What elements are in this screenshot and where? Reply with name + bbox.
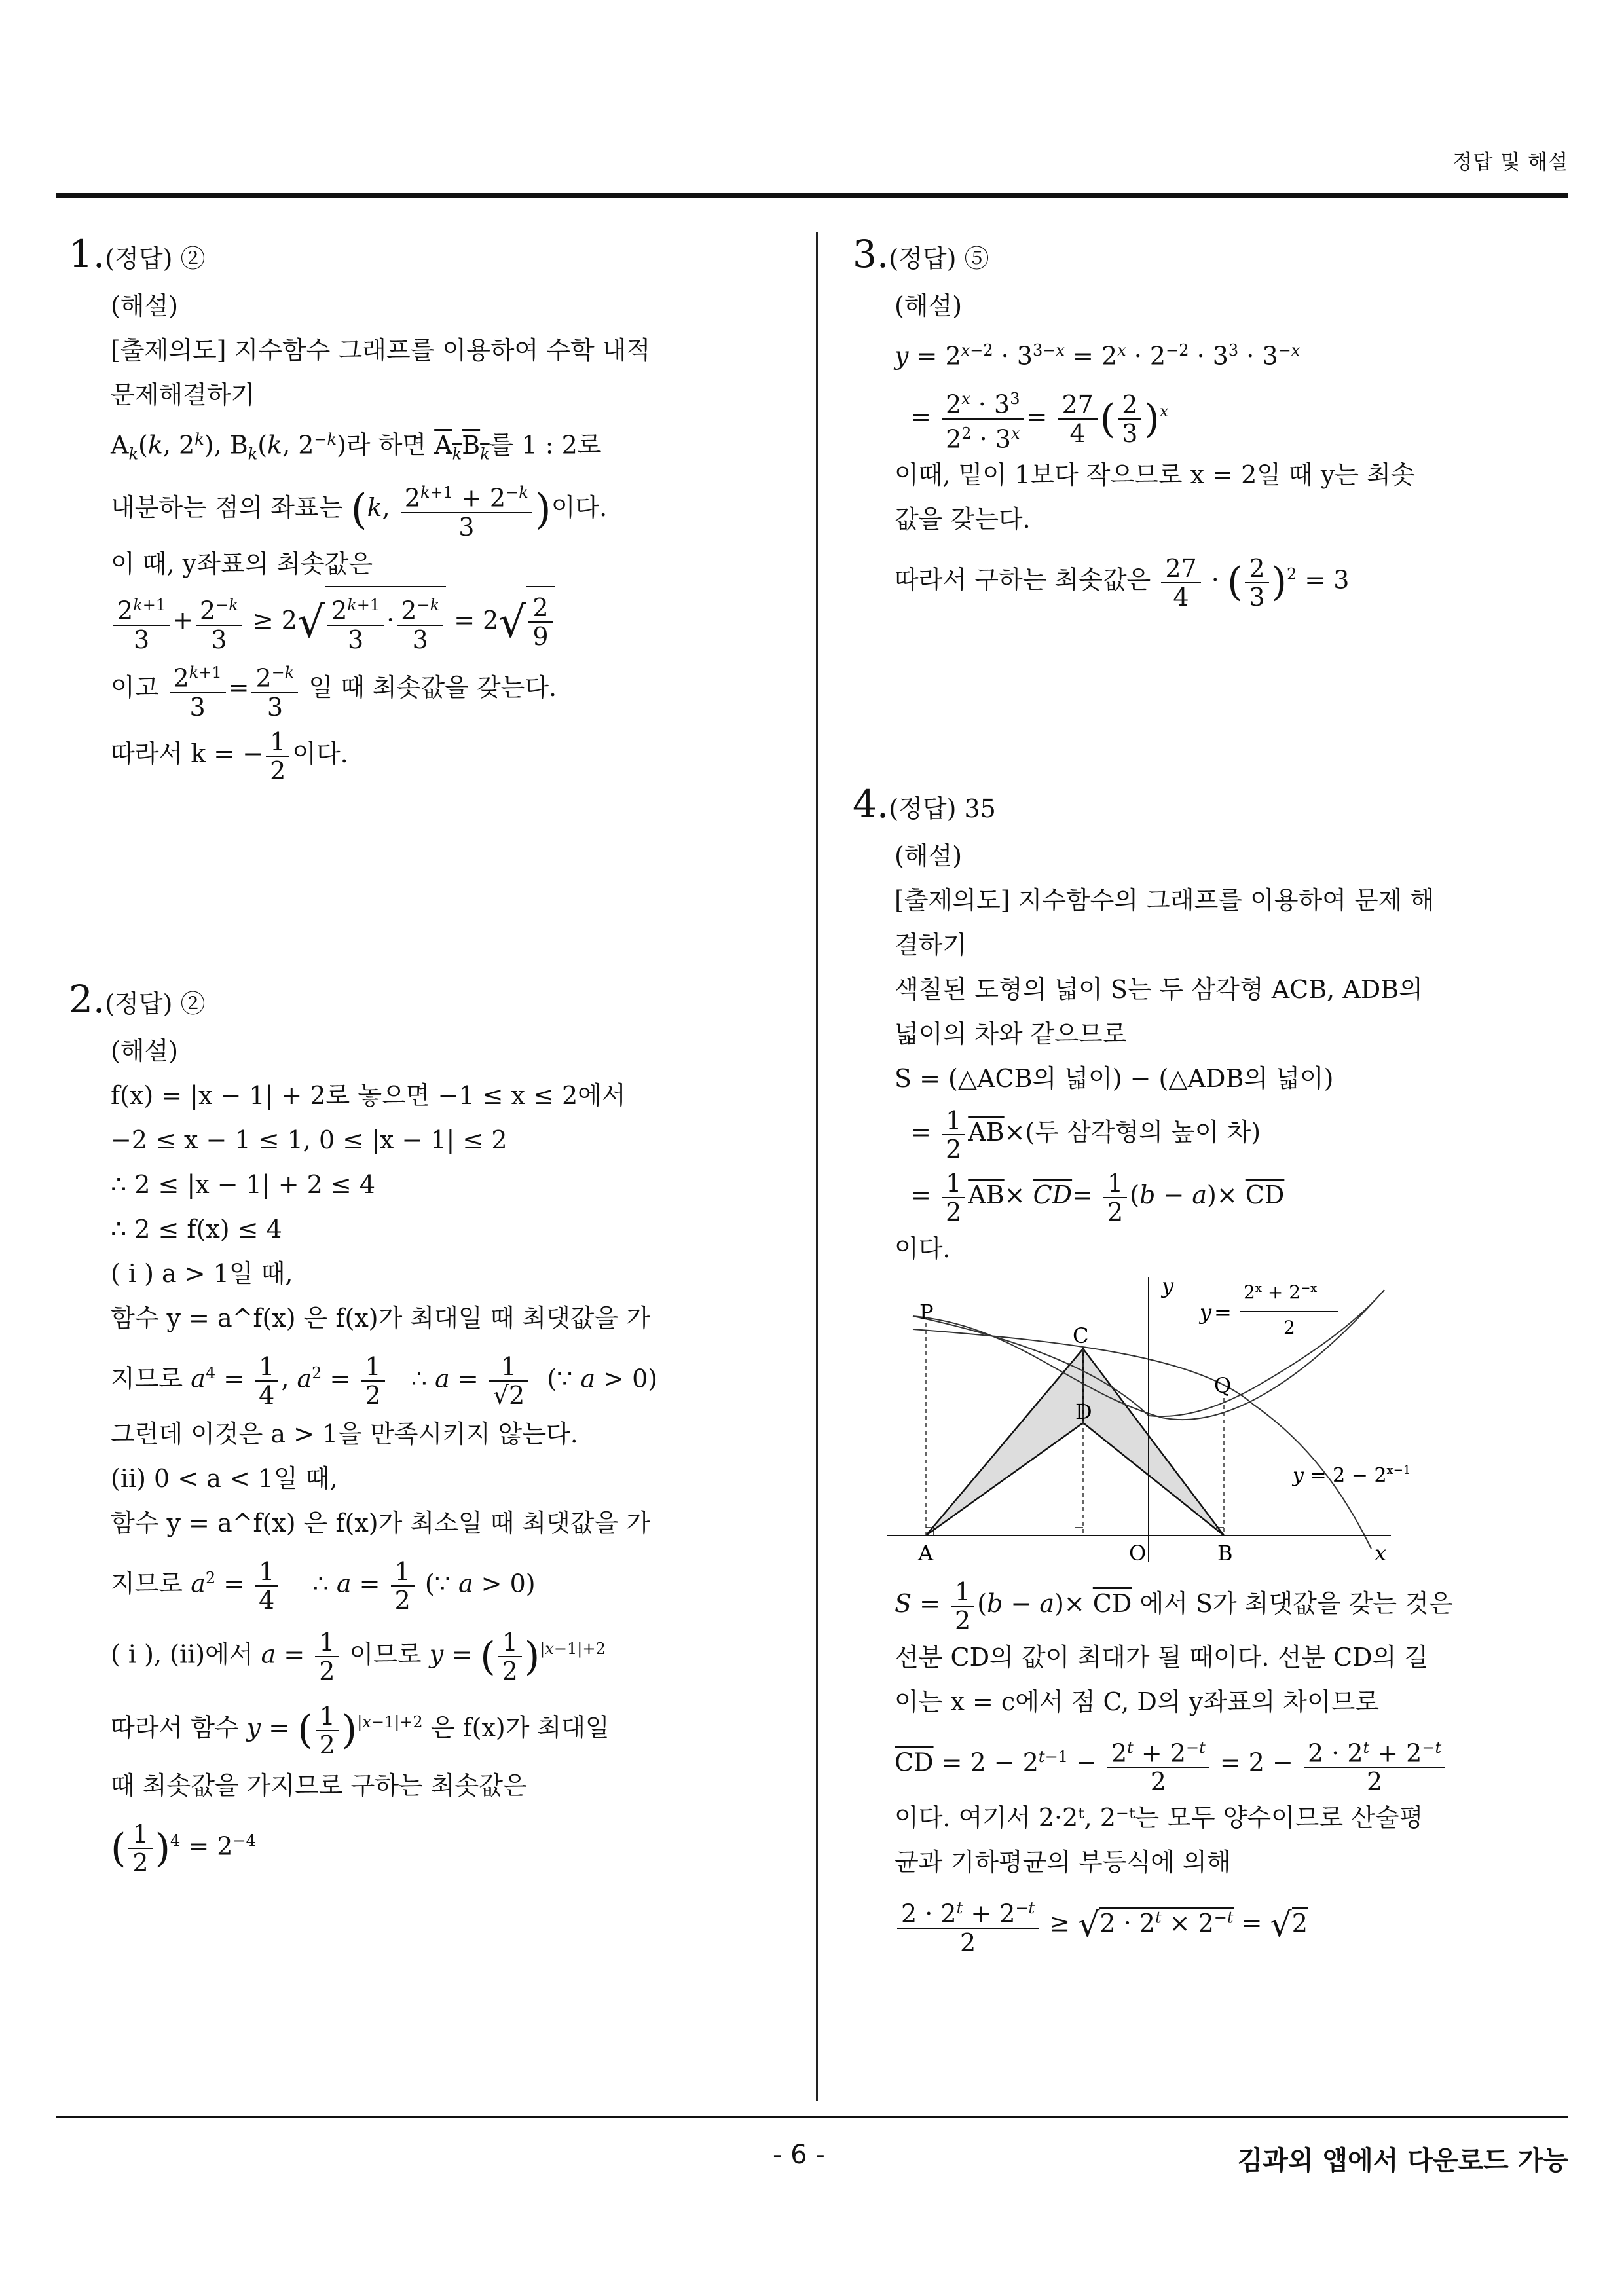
x-axis-label: x [1375, 1541, 1387, 1566]
curve1-label [1198, 1281, 1338, 1338]
curve2-label [1291, 1463, 1411, 1487]
point-a-label: A [918, 1541, 934, 1566]
text-line: 따라서 k = − $\frac{1}{2}$ 이다. [111, 727, 348, 785]
svg-text:2x + 2−x: $2^x + 2^{-x}$ [1244, 1281, 1318, 1303]
origin-label: O [1129, 1541, 1147, 1566]
text-line: −2 ≤ x − 1 ≤ 1, 0 ≤ |x − 1| ≤ 2 [111, 1126, 507, 1154]
text-line: ( i ) a > 1일 때, [111, 1259, 293, 1288]
text-line: 색칠된 도형의 넓이 S는 두 삼각형 ACB, ADB의 [895, 975, 1423, 1004]
svg-text:y = 2 − 2x−1: $y = 2 - 2^{x-1}$ [1293, 1463, 1411, 1487]
text-line: 지므로 $a^4$ = $\frac{1}{4}$ , $a^2$ = $\frac{1}{2}$ ∴ a = $\frac{1}{√2}$ (∵ a > 0) [111, 1352, 658, 1410]
problem-number: 2. [69, 977, 105, 1021]
text-span: 지므로 [111, 1569, 183, 1598]
svg-text:2: 2 [1283, 1317, 1295, 1338]
math-inequality: $\frac{2 \cdot 2^t + 2^{-t}}{2}$ ≥ $√2 \cdot 2^t \times 2^{-t} = √2$ [895, 1884, 1547, 1958]
point-d-label: D [1075, 1399, 1092, 1424]
problem-3 [853, 229, 1547, 615]
shaded-triangle-right [1083, 1349, 1224, 1535]
header-rule [56, 193, 1568, 198]
text-line: 넓이의 차와 같으므로 [895, 1019, 1127, 1048]
math-result: ( $\frac{1}{2}$ )$^4 = 2^{-4}$ [111, 1819, 256, 1877]
header-title: 정답 및 해설 [1452, 151, 1568, 174]
text-span: 에서 S가 최댓값을 갖는 것은 [1139, 1589, 1453, 1618]
text-span: 따라서 k = − [111, 739, 264, 769]
text-line: 그런데 이것은 a > 1을 만족시키지 않는다. [111, 1419, 578, 1448]
text-line: 선분 CD의 값이 최대가 될 때이다. 선분 CD의 길 [895, 1643, 1429, 1672]
math-line: S = $\frac{1}{2}$ $(b - a)\times \overline{CD}$ 에서 S가 최댓값을 갖는 것은 [895, 1577, 1453, 1635]
math-line: = $\frac{2^x \cdot 3^3}{2^2 \cdot 3^x}$ = $\frac{27}{4}$ ( $\frac{2}{3}$ )$^x$ [895, 378, 1547, 453]
text-span: 은 f(x)가 최대일 [430, 1714, 610, 1743]
explain-label: (해설) [895, 841, 963, 870]
answer: (정답) 35 [889, 794, 996, 823]
problem-2 [69, 974, 763, 1881]
text-line: ∴ 2 ≤ |x − 1| + 2 ≤ 4 [111, 1170, 375, 1199]
math-line: = $\frac{1}{2}$ $\overline{AB}\times$(두 삼각형의 높이 차) [895, 1105, 1261, 1164]
text-line: 이는 x = c에서 점 C, D의 y좌표의 차이므로 [895, 1687, 1380, 1716]
answer: (정답) ⑤ [889, 244, 989, 273]
text-line: 이 때, y좌표의 최솟값은 [111, 549, 373, 578]
function-graph [887, 1274, 1411, 1566]
text-span: 내분하는 점의 좌표는 [111, 493, 343, 523]
text-line: f(x) = |x − 1| + 2로 놓으면 −1 ≤ x ≤ 2에서 [111, 1081, 626, 1110]
text-line: 때 최솟값을 가지므로 구하는 최솟값은 [111, 1771, 527, 1800]
text-line: 이다. [895, 1234, 951, 1263]
text-line: 지므로 $a^2$ = $\frac{1}{4}$ ∴ a = $\frac{1}{2}$ (∵ a > 0) [111, 1556, 536, 1615]
problem-number: 4. [853, 782, 889, 826]
text-span: 따라서 함수 [111, 1714, 239, 1743]
problem-1 [69, 229, 763, 786]
explain-label: (해설) [111, 1037, 179, 1065]
svg-text:=: = [1214, 1300, 1232, 1325]
text-line: [출제의도] 지수함수의 그래프를 이용하여 문제 해 [895, 886, 1435, 915]
text-line: 이다. 여기서 2·2ᵗ, 2⁻ᵗ는 모두 양수이므로 산술평 [895, 1803, 1424, 1833]
text-line: $A_k(k$, 2$^k$), $B_k(k$, $2^{-k}$)라 하면 $A_kB_k$를 1 : 2로 [111, 430, 602, 464]
text-line: 따라서 구하는 최솟값은 $\frac{27}{4}$ · ( $\frac{2}{3}$ )$^2$ = 3 [895, 553, 1350, 612]
text-line: 결하기 [895, 930, 967, 959]
shaded-triangle-left [926, 1349, 1083, 1535]
download-notice: 김과외 앱에서 다운로드 가능 [1237, 2146, 1568, 2176]
answer: (정답) ② [105, 244, 206, 273]
text-line: S = (△ACB의 넓이) − (△ADB의 넓이) [895, 1064, 1334, 1093]
explain-label: (해설) [111, 291, 179, 320]
math-inequality: $\frac{2^{k+1}}{3}$ + $\frac{2^{-k}}{3}$ ≥ 2√ $\frac{2^{k+1}}{3}$ · $\frac{2^{-k}}{3}$ = 2√ $\frac{2}{9}$ [111, 586, 763, 655]
text-span: 이다. [551, 493, 608, 523]
text-line: 함수 y = a^f(x) 은 f(x)가 최소일 때 최댓값을 가 [111, 1508, 651, 1537]
text-line: ∴ 2 ≤ f(x) ≤ 4 [111, 1215, 282, 1243]
text-span: ( i ), (ii)에서 [111, 1640, 253, 1669]
text-line: 문제해결하기 [111, 380, 255, 409]
text-line: 이때, 밑이 1보다 작으므로 x = 2일 때 y는 최솟 [895, 460, 1415, 490]
text-span: 일 때 최솟값을 갖는다. [308, 673, 557, 703]
text-line: (ii) 0 < a < 1일 때, [111, 1463, 338, 1493]
point-b-label: B [1217, 1541, 1233, 1566]
text-line: 값을 갖는다. [895, 505, 1031, 534]
text-line: 내분하는 점의 좌표는 (k, $\frac{2^{k+1} + 2^{-k}}{3}$ )이다. [111, 476, 763, 542]
text-span: 이고 [111, 673, 159, 703]
text-span: ×(두 삼각형의 높이 차) [1004, 1118, 1261, 1147]
answer: (정답) ② [105, 989, 206, 1018]
text-line: [출제의도] 지수함수 그래프를 이용하여 수학 내적 [111, 336, 651, 365]
svg-text:y: y [1200, 1300, 1212, 1325]
explain-label: (해설) [895, 291, 963, 320]
text-line: 따라서 함수 y = ( $\frac{1}{2}$ )$^{|x-1|+2}$ 은 f(x)가 최대일 [111, 1701, 610, 1759]
text-line: 함수 y = a^f(x) 은 f(x)가 최대일 때 최댓값을 가 [111, 1304, 651, 1332]
footer-rule [56, 2116, 1568, 2118]
text-line: 이고 $\frac{2^{k+1}}{3}$ = $\frac{2^{-k}}{3}$ 일 때 최솟값을 갖는다. [111, 655, 763, 721]
graph-container [895, 1271, 1547, 1572]
math-line: $\overline{CD} = 2 - 2^{t-1}$ − $\frac{2^t + 2^{-t}}{2}$ = 2 − $\frac{2 \cdot 2^t + 2^{-t}}{2}$ [895, 1724, 1547, 1795]
point-c-label: C [1073, 1323, 1089, 1348]
column-divider [816, 232, 818, 2101]
text-span: 이다. [292, 739, 348, 769]
text-line: 균과 기하평균의 부등식에 의해 [895, 1848, 1231, 1877]
point-q-label: Q [1214, 1373, 1232, 1398]
text-span: 이므로 [349, 1640, 422, 1669]
point-p-label: P [919, 1300, 934, 1325]
math-line: = $\frac{1}{2}$ $\overline{AB}\times \overline{CD}=$ $\frac{1}{2}$ $(b - a)\times \overline{CD}$ [895, 1168, 1285, 1226]
problem-number: 1. [69, 232, 105, 276]
text-line: ( i ), (ii)에서 a = $\frac{1}{2}$ 이므로 y = ( $\frac{1}{2}$ )$^{|x-1|+2}$ [111, 1628, 606, 1686]
page-number: - 6 - [773, 2140, 825, 2170]
text-span: 따라서 구하는 최솟값은 [895, 566, 1151, 595]
problem-4 [853, 779, 1547, 1958]
math-line: $y = 2^{x-2} \cdot 3^{3-x} = 2^x \cdot 2^{-2} \cdot 3^3 \cdot 3^{-x}$ [895, 341, 1301, 371]
problem-number: 3. [853, 232, 889, 276]
y-axis-label: y [1162, 1274, 1174, 1298]
text-span: 지므로 [111, 1364, 183, 1393]
